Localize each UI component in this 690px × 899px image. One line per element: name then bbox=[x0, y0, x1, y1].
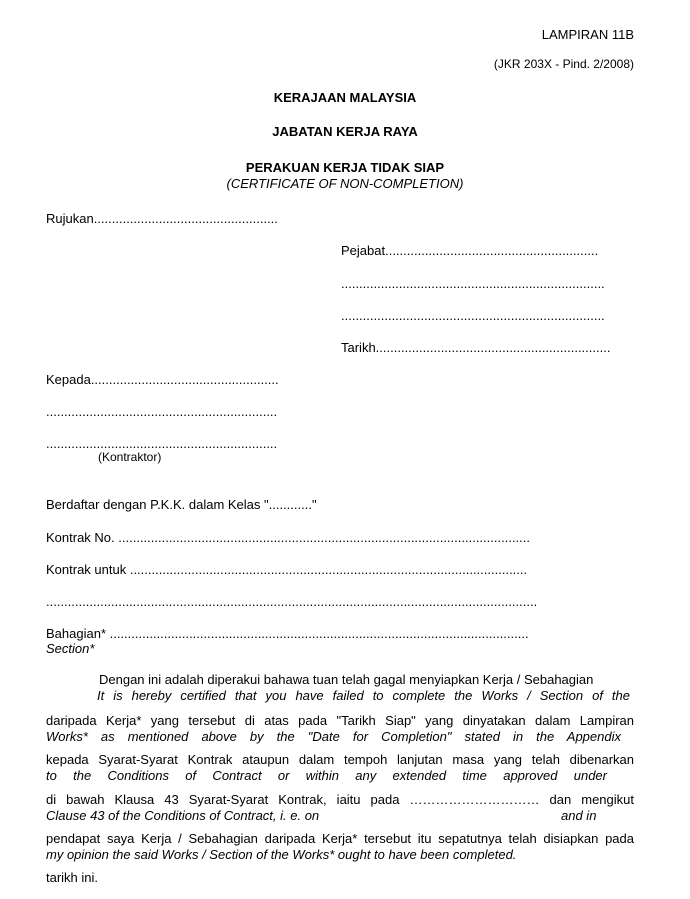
kontraktor-caption: (Kontraktor) bbox=[98, 450, 162, 464]
para-4-english: Clause 43 of the Conditions of Contract, i. e. on bbox=[46, 808, 320, 823]
para-4-english-tail: and in bbox=[561, 808, 597, 823]
para-5-english: my opinion the said Works / Section of the Works* ought to have been completed. bbox=[46, 847, 517, 862]
kontrak-untuk-field[interactable]: Kontrak untuk .............................................................................................................. bbox=[46, 562, 528, 577]
para-1-english: It is hereby certified that you have failed to complete the Works / Section of the bbox=[97, 688, 630, 703]
page-title: PERAKUAN KERJA TIDAK SIAP bbox=[245, 160, 445, 175]
pejabat-field[interactable]: Pejabat........................................................... bbox=[341, 243, 599, 258]
lampiran-label: LAMPIRAN 11B bbox=[541, 27, 634, 42]
page-title-english: (CERTIFICATE OF NON-COMPLETION) bbox=[226, 176, 464, 191]
kontrak-untuk-line-2[interactable]: ........................................................................................................................................ bbox=[46, 594, 538, 609]
bahagian-field[interactable]: Bahagian* .................................................................................................................... bbox=[46, 626, 529, 641]
government-heading: KERAJAAN MALAYSIA bbox=[273, 90, 417, 105]
para-3-malay: kepada Syarat-Syarat Kontrak ataupun dalam tempoh lanjutan masa yang telah dibenarkan bbox=[46, 752, 634, 767]
para-1-malay: Dengan ini adalah diperakui bahawa tuan telah gagal menyiapkan Kerja / Sebahagian bbox=[99, 672, 594, 687]
kepada-field[interactable]: Kepada.................................................... bbox=[46, 372, 279, 387]
kontrak-no-field[interactable]: Kontrak No. .................................................................................................................. bbox=[46, 530, 531, 545]
kepada-line-2[interactable]: ................................................................ bbox=[46, 404, 278, 419]
berdaftar-field[interactable]: Berdaftar dengan P.K.K. dalam Kelas "............" bbox=[46, 497, 317, 512]
pejabat-line-2[interactable]: ......................................................................... bbox=[341, 276, 605, 291]
para-2-english: Works* as mentioned above by the "Date for Completion" stated in the Appendix bbox=[46, 729, 621, 744]
pejabat-line-3[interactable]: ......................................................................... bbox=[341, 308, 605, 323]
para-2-malay: daripada Kerja* yang tersebut di atas pada "Tarikh Siap" yang dinyatakan dalam Lampiran bbox=[46, 713, 634, 728]
rujukan-field[interactable]: Rujukan................................................... bbox=[46, 211, 278, 226]
section-label: Section* bbox=[46, 641, 95, 656]
tarikh-field[interactable]: Tarikh................................................................. bbox=[341, 340, 611, 355]
department-heading: JABATAN KERJA RAYA bbox=[272, 124, 418, 139]
para-5-malay: pendapat saya Kerja / Sebahagian daripada Kerja* tersebut itu sepatutnya telah disiapkan pada bbox=[46, 831, 634, 846]
para-6-malay: tarikh ini. bbox=[46, 870, 99, 885]
para-3-english: to the Conditions of Contract or within any extended time approved under bbox=[46, 768, 607, 783]
para-4-malay: di bawah Klausa 43 Syarat-Syarat Kontrak, iaitu pada ………………………… dan mengikut bbox=[46, 792, 634, 807]
kepada-line-3[interactable]: ................................................................ bbox=[46, 436, 278, 451]
form-reference: (JKR 203X - Pind. 2/2008) bbox=[493, 57, 634, 71]
